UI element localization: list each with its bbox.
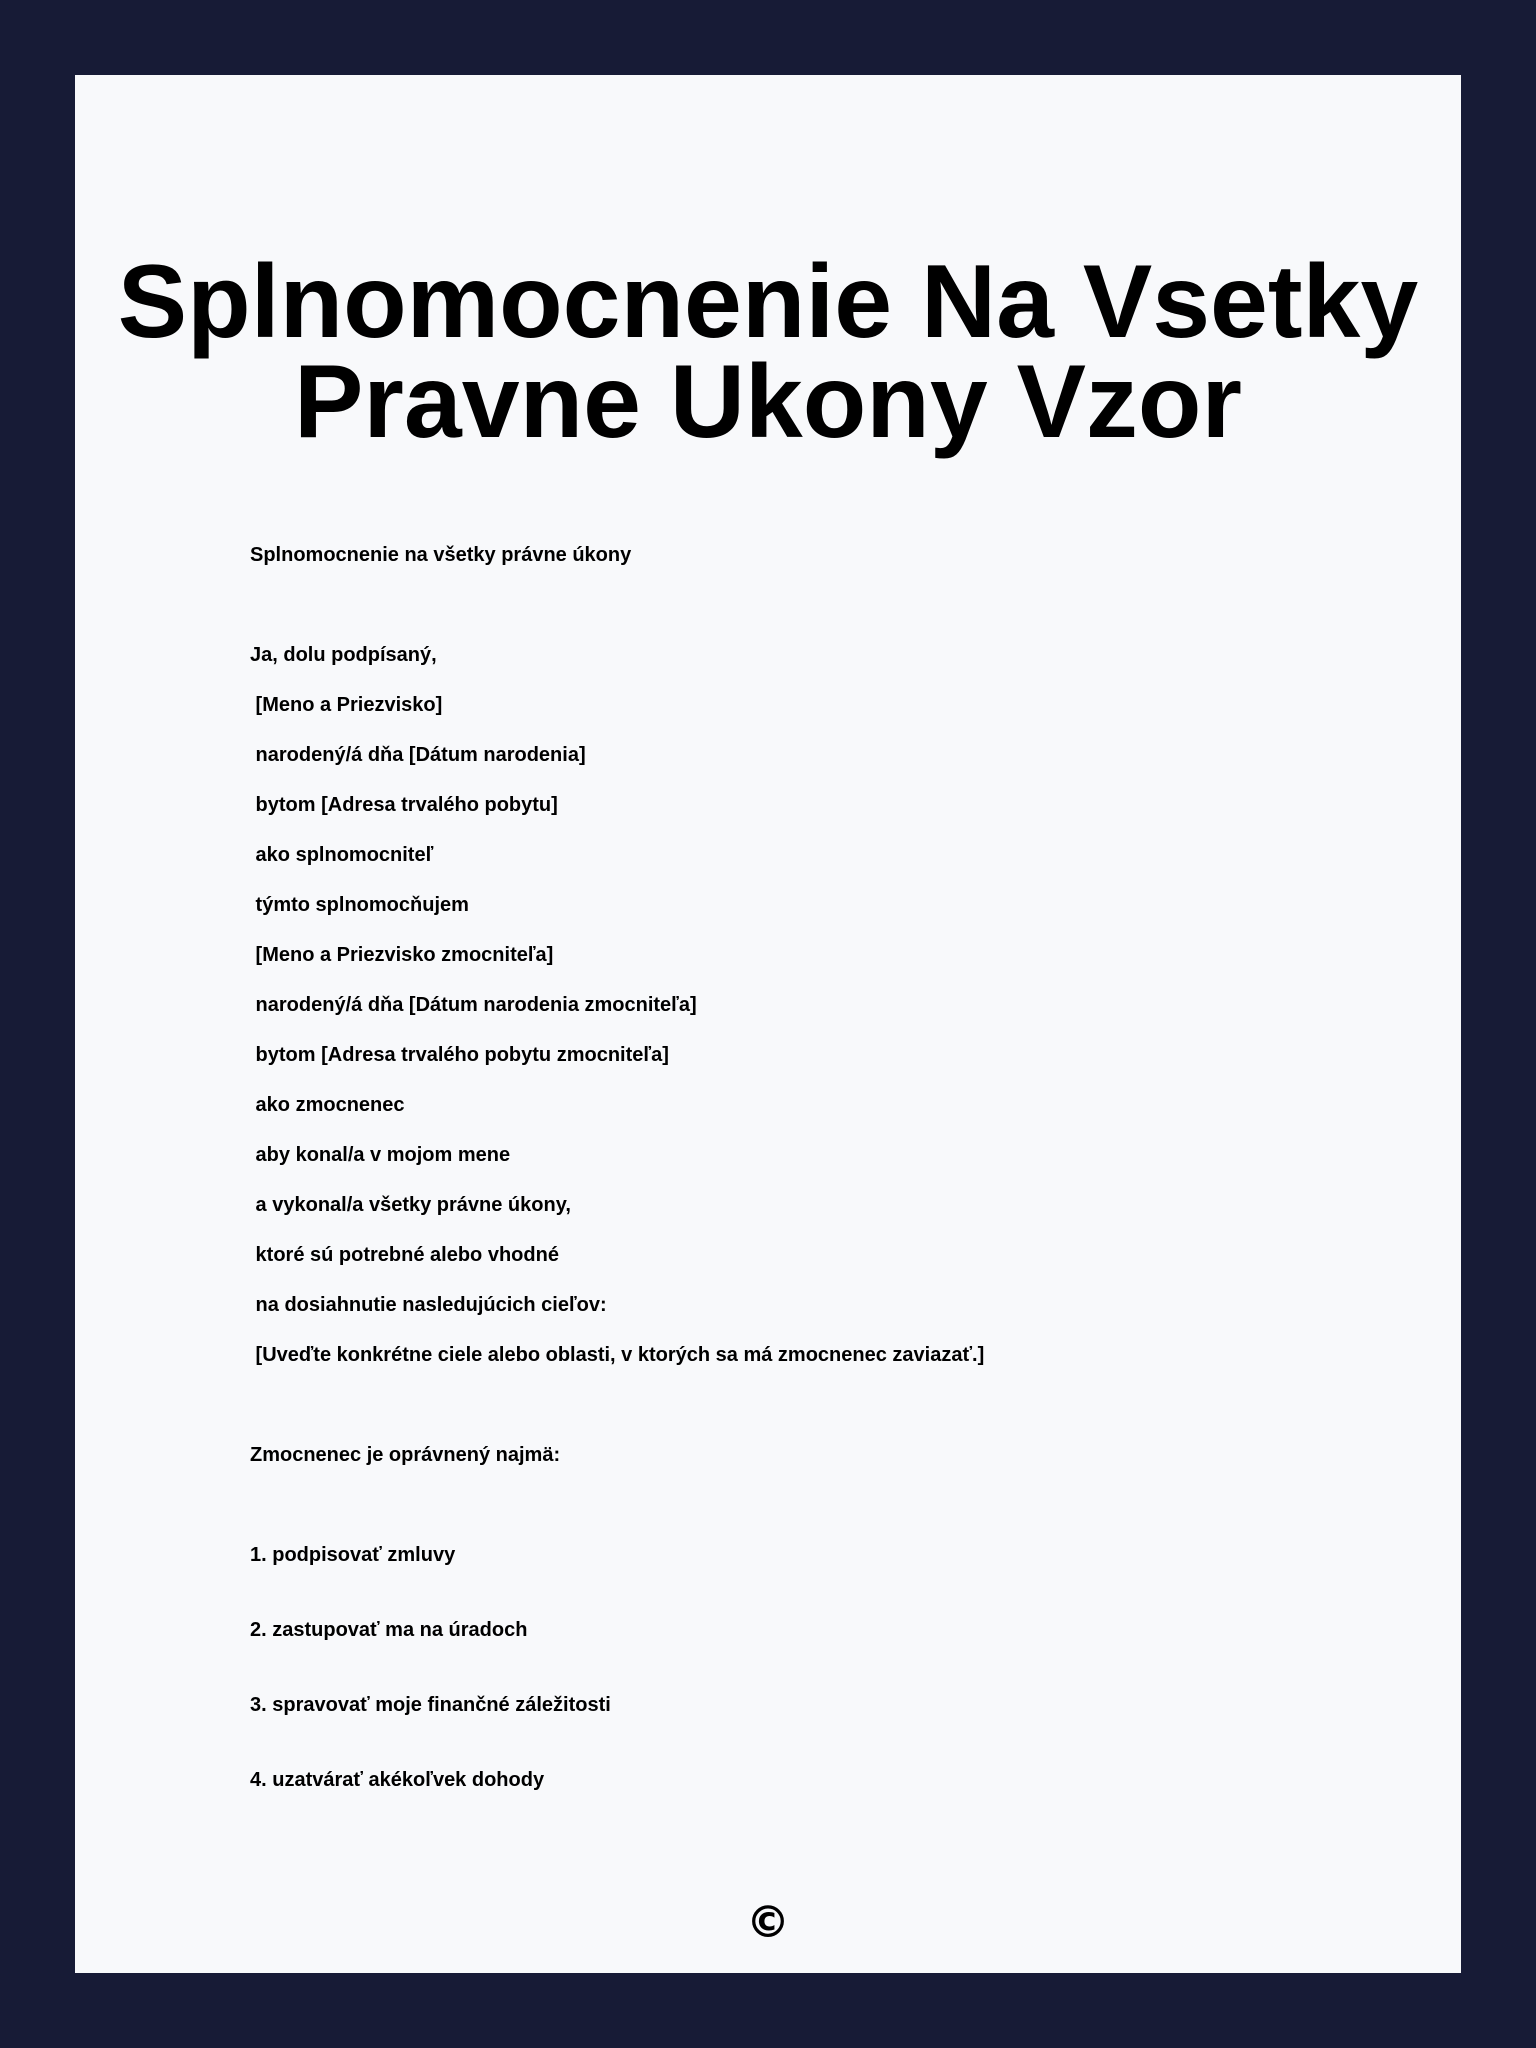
rights-list-item: 3. spravovať moje finančné záležitosti: [250, 1694, 611, 1716]
paragraph-line: týmto splnomocňujem: [250, 894, 469, 916]
paragraph-line: a vykonal/a všetky právne úkony,: [250, 1194, 571, 1216]
paragraph-line: na dosiahnutie nasledujúcich cieľov:: [250, 1294, 607, 1316]
document-title: [75, 244, 1461, 460]
title-line-1: Splnomocnenie Na Vsetky: [117, 244, 1419, 360]
paragraph-line: [Uveďte konkrétne ciele alebo oblasti, v ktorých sa má zmocnenec zaviazať.]: [250, 1344, 985, 1366]
paragraph-line: bytom [Adresa trvalého pobytu]: [250, 794, 558, 816]
document-page: [75, 75, 1461, 1973]
paragraph-line: ktoré sú potrebné alebo vhodné: [250, 1244, 559, 1266]
rights-list-item: 4. uzatvárať akékoľvek dohody: [250, 1769, 545, 1791]
paragraph-line: Ja, dolu podpísaný,: [250, 644, 437, 666]
paragraph-line: [Meno a Priezvisko zmocniteľa]: [250, 944, 554, 966]
paragraph-line: narodený/á dňa [Dátum narodenia]: [250, 744, 586, 766]
title-line-2: Pravne Ukony Vzor: [294, 344, 1242, 460]
rights-heading: Zmocnenec je oprávnený najmä:: [250, 1444, 561, 1466]
section-heading: Splnomocnenie na všetky právne úkony: [250, 544, 632, 566]
paragraph-line: aby konal/a v mojom mene: [250, 1144, 511, 1166]
paragraph-line: narodený/á dňa [Dátum narodenia zmocniteľa]: [250, 994, 697, 1016]
copyright-icon: ©: [746, 1897, 790, 1948]
paragraph-line: bytom [Adresa trvalého pobytu zmocniteľa]: [250, 1044, 669, 1066]
paragraph-line: [Meno a Priezvisko]: [250, 694, 443, 716]
paragraph-line: ako splnomocniteľ: [250, 844, 434, 866]
rights-list-item: 2. zastupovať ma na úradoch: [250, 1619, 528, 1641]
paragraph-line: ako zmocnenec: [250, 1094, 405, 1116]
rights-list-item: 1. podpisovať zmluvy: [250, 1544, 456, 1566]
